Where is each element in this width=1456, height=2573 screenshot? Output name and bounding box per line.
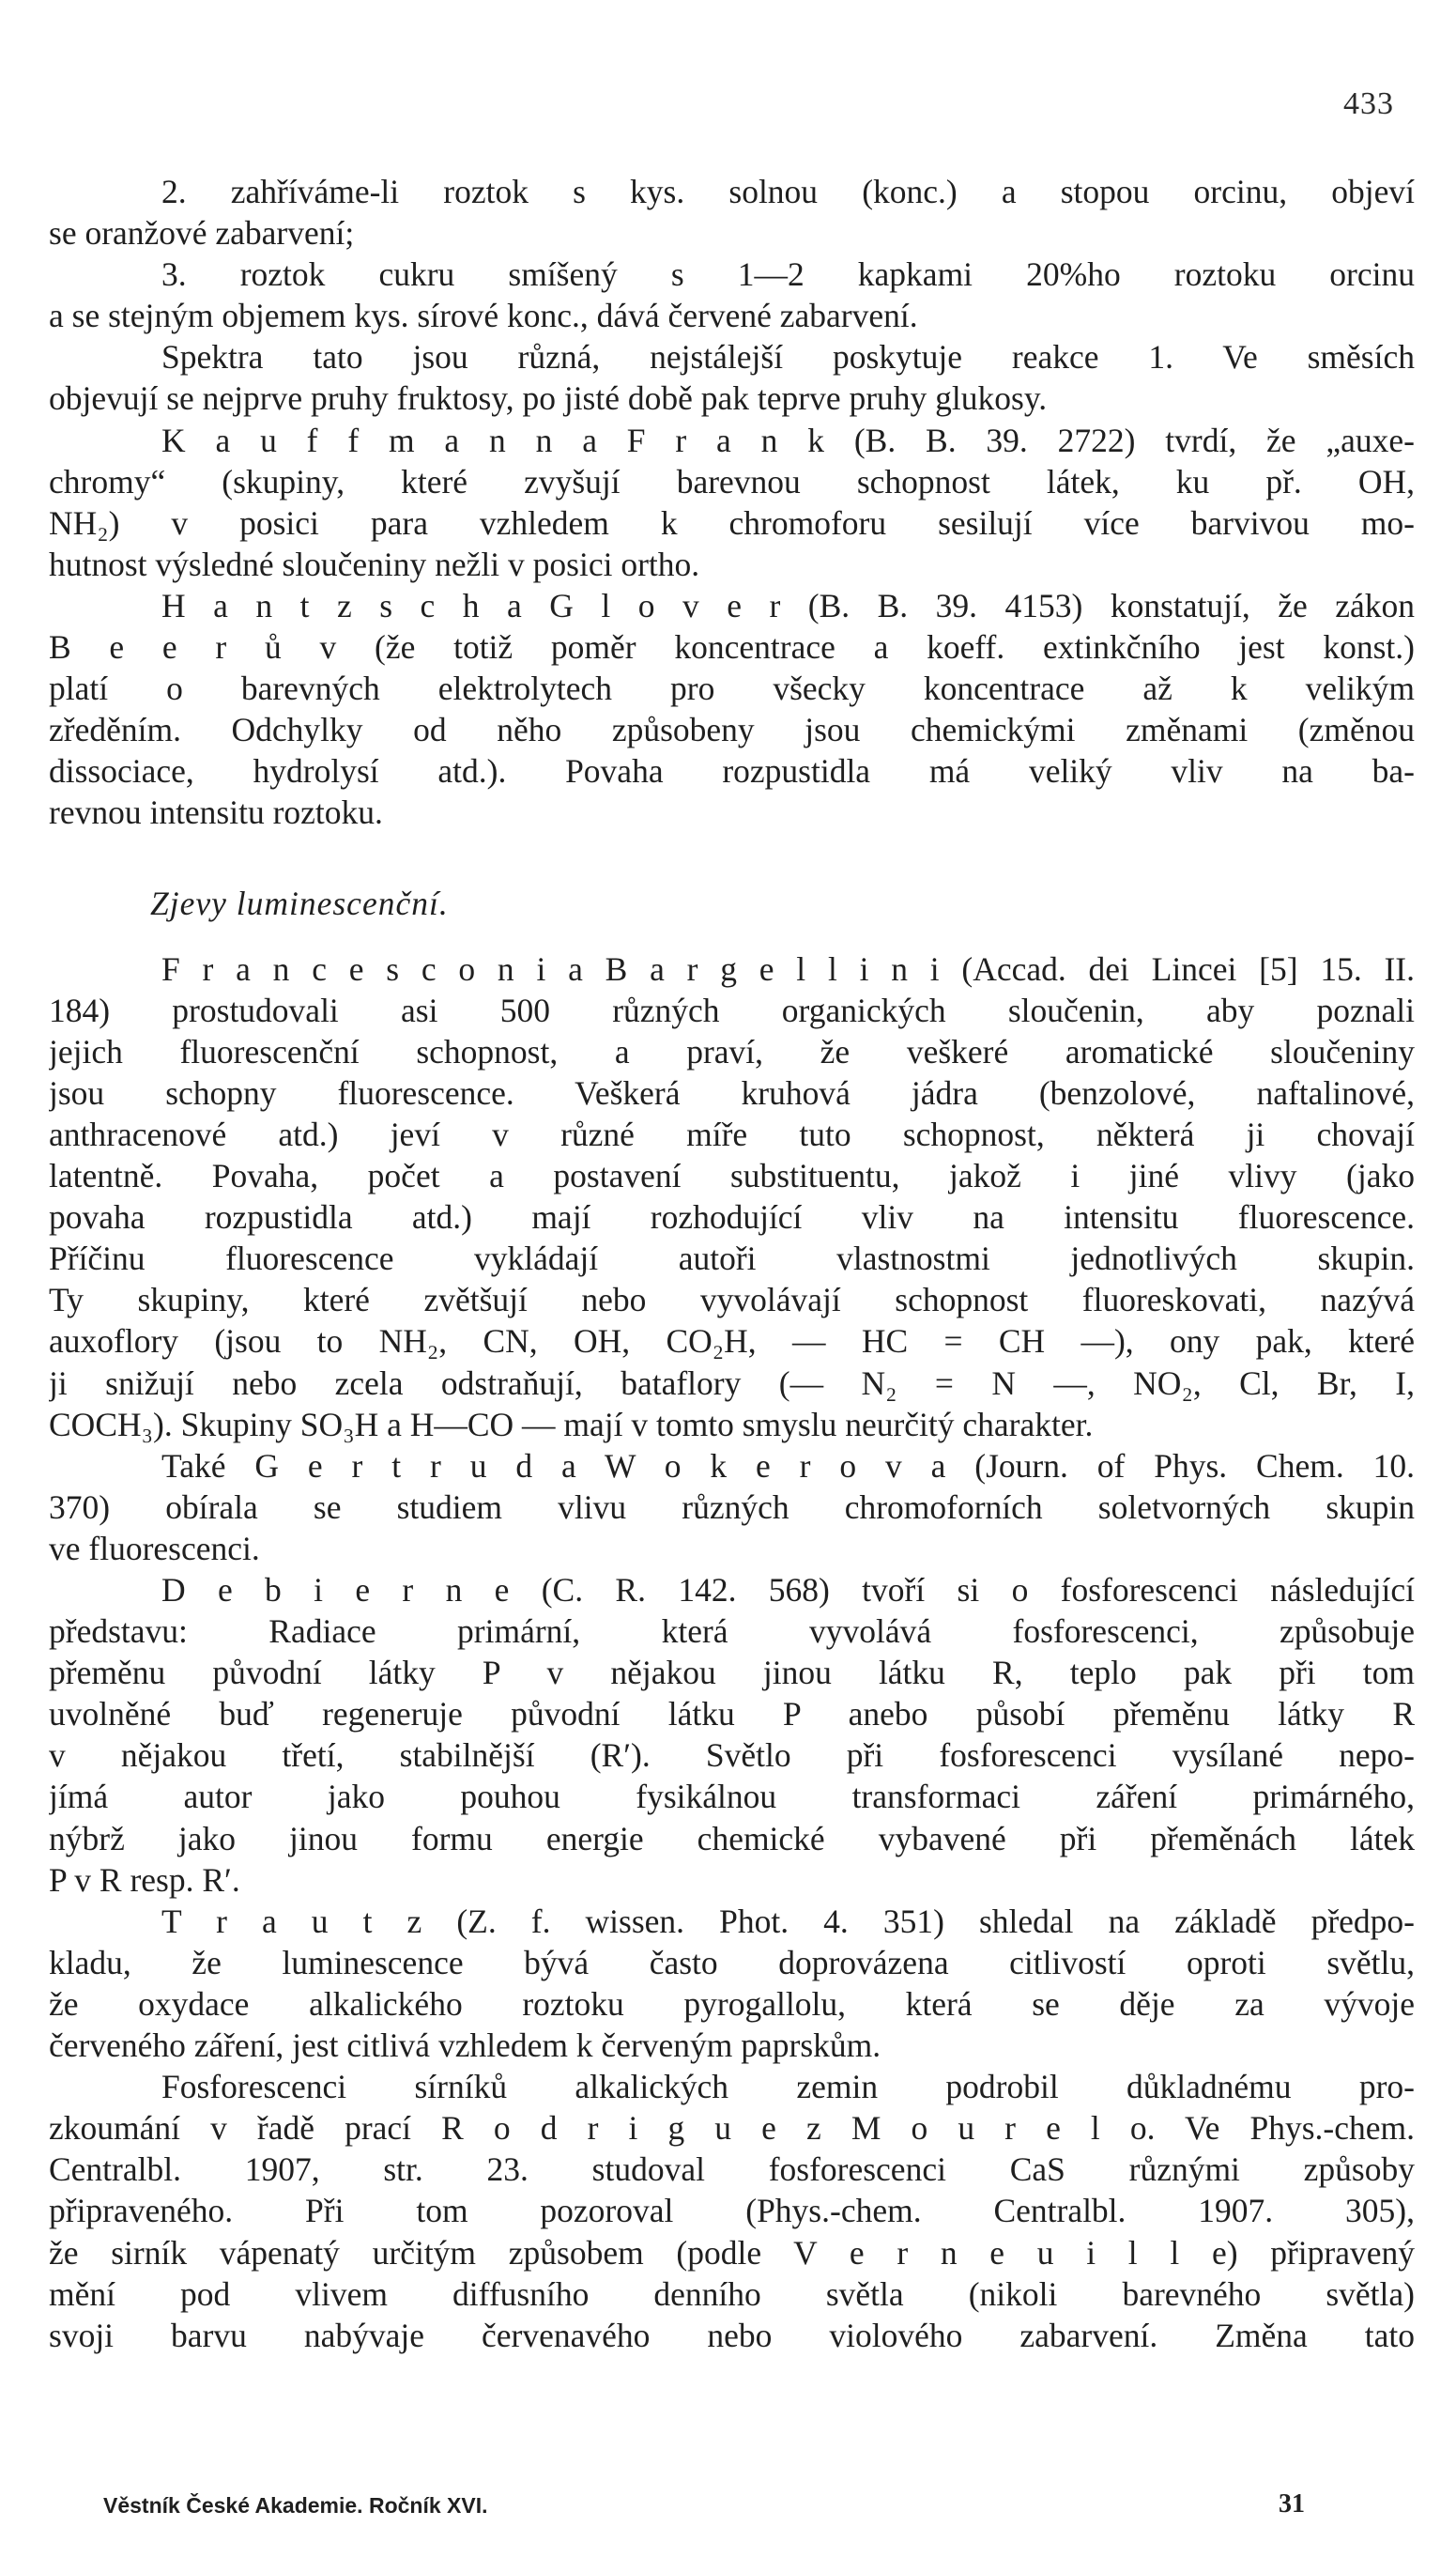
- text-line: nýbrž jako jinou formu energie chemické vybavené při přeměnách látek: [49, 1819, 1415, 1857]
- text-line: K a u f f m a n n a F r a n k (B. B. 39. 2722) tvrdí, že „auxe-: [161, 421, 1415, 459]
- text-line: kladu, že luminescence bývá často doprovázena citlivostí oproti světlu,: [49, 1943, 1415, 1981]
- text-line: se oranžové zabarvení;: [49, 214, 355, 253]
- text-line: povaha rozpustidla atd.) mají rozhodující vliv na intensitu fluorescence.: [49, 1198, 1415, 1237]
- text-line: zkoumání v řadě prací R o d r i g u e z M o u r e l o. Ve Phys.-chem.: [49, 2109, 1415, 2148]
- text-line: v nějakou třetí, stabilnější (R′). Světlo při fosforescenci vysílané nepo-: [49, 1736, 1415, 1775]
- text-line: představu: Radiace primární, která vyvolává fosforescenci, způsobuje: [49, 1612, 1415, 1651]
- text-line: přeměnu původní látky P v nějakou jinou látku R, teplo pak při tom: [49, 1654, 1415, 1692]
- text-line: že oxydace alkalického roztoku pyrogallolu, která se děje za vývoje: [49, 1984, 1415, 2023]
- text-line: objevují se nejprve pruhy fruktosy, po jisté době pak teprve pruhy glukosy.: [49, 379, 1048, 418]
- text-line: že sirník vápenatý určitým způsobem (podle V e r n e u i l l e) připravený: [49, 2233, 1415, 2272]
- text-line: anthracenové atd.) jeví v různé míře tuto schopnost, některá ji chovají: [49, 1115, 1415, 1153]
- text-line: 2. zahříváme-li roztok s kys. solnou (konc.) a stopou orcinu, objeví: [161, 173, 1415, 210]
- text-line: COCH₃). Skupiny SO₃H a H—CO — mají v tomto smyslu neurčitý charakter.: [49, 1405, 1094, 1443]
- text-line: ji snižují nebo zcela odstraňují, bataflory (— N₂ = N —, NO₂, Cl, Br, I,: [49, 1364, 1415, 1402]
- text-line: B e e r ů v (že totiž poměr koncentrace a koeff. extinkčního jest konst.): [49, 628, 1415, 667]
- text-line: H a n t z s c h a G l o v e r (B. B. 39. 4153) konstatují, že zákon: [161, 586, 1415, 624]
- section-heading: Zjevy luminescenční.: [150, 884, 449, 922]
- journal-title: Věstník České Akademie. Ročník XVI.: [103, 2493, 488, 2518]
- text-line: dissociace, hydrolysí atd.). Povaha rozpustidla má veliký vliv na ba-: [49, 752, 1415, 791]
- page-number: 433: [1343, 86, 1394, 121]
- text-line: jímá autor jako pouhou fysikálnou transformaci záření primárného,: [49, 1778, 1415, 1816]
- text-line: Ty skupiny, které zvětšují nebo vyvolávají schopnost fluoreskovati, nazývá: [49, 1281, 1415, 1319]
- text-line: Fosforescenci sírníků alkalických zemin podrobil důkladnému pro-: [161, 2068, 1415, 2106]
- sheet-signature: 31: [1279, 2489, 1305, 2519]
- text-line: T r a u t z (Z. f. wissen. Phot. 4. 351) shledal na základě předpo-: [161, 1902, 1415, 1940]
- text-line: jsou schopny fluorescence. Veškerá kruhová jádra (benzolové, naftalinové,: [49, 1073, 1415, 1112]
- text-line: hutnost výsledné sloučeniny nežli v posici ortho.: [49, 545, 700, 583]
- text-line: platí o barevných elektrolytech pro všecky koncentrace až k velikým: [49, 670, 1415, 708]
- text-line: uvolněné buď regeneruje původní látku P anebo působí přeměnu látky R: [49, 1695, 1415, 1733]
- text-line: Příčinu fluorescence vykládají autoři vlastnostmi jednotlivých skupin.: [49, 1240, 1415, 1278]
- text-line: červeného záření, jest citlivá vzhledem k červeným paprskům.: [49, 2026, 881, 2065]
- text-line: mění pod vlivem diffusního denního světla (nikoli barevného světla): [49, 2274, 1415, 2313]
- text-line: zředěním. Odchylky od něho způsobeny jsou chemickými změnami (změnou: [49, 711, 1415, 749]
- text-line: D e b i e r n e (C. R. 142. 568) tvoří si o fosforescenci následující: [161, 1571, 1415, 1609]
- text-line: Spektra tato jsou různá, nejstálejší poskytuje reakce 1. Ve směsích: [161, 338, 1415, 377]
- text-line: 184) prostudovali asi 500 různých organických sloučenin, aby poznali: [49, 991, 1415, 1029]
- text-line: Centralbl. 1907, str. 23. studoval fosforescenci CaS různými způsoby: [49, 2150, 1415, 2189]
- text-line: ve fluorescenci.: [49, 1529, 260, 1567]
- text-line: a se stejným objemem kys. sírové konc., dává červené zabarvení.: [49, 297, 918, 335]
- text-line: připraveného. Při tom pozoroval (Phys.-chem. Centralbl. 1907. 305),: [49, 2192, 1415, 2230]
- text-line: NH₂) v posici para vzhledem k chromoforu sesilují více barvivou mo-: [49, 503, 1415, 542]
- text-line: 3. roztok cukru smíšený s 1—2 kapkami 20%ho roztoku orcinu: [161, 255, 1415, 294]
- text-line: latentně. Povaha, počet a postavení substituentu, jakož i jiné vlivy (jako: [49, 1157, 1415, 1195]
- text-line: chromy“ (skupiny, které zvyšují barevnou schopnost látek, ku př. OH,: [49, 462, 1415, 501]
- text-line: Také G e r t r u d a W o k e r o v a (Journ. of Phys. Chem. 10.: [161, 1446, 1415, 1485]
- text-line: jejich fluorescenční schopnost, a praví, že veškeré aromatické sloučeniny: [49, 1032, 1415, 1071]
- body-text: [49, 171, 1415, 2356]
- text-line: F r a n c e s c o n i a B a r g e l l i n i (Accad. dei Lincei [5] 15. II.: [161, 949, 1415, 988]
- text-line: revnou intensitu roztoku.: [49, 793, 383, 832]
- text-line: P v R resp. R′.: [49, 1860, 240, 1899]
- text-line: auxoflory (jsou to NH₂, CN, OH, CO₂H, — HC = CH —), ony pak, které: [49, 1322, 1415, 1361]
- text-line: 370) obírala se studiem vlivu různých chromoforních soletvorných skupin: [49, 1487, 1415, 1526]
- text-line: svoji barvu nabývaje červenavého nebo violového zabarvení. Změna tato: [49, 2316, 1415, 2354]
